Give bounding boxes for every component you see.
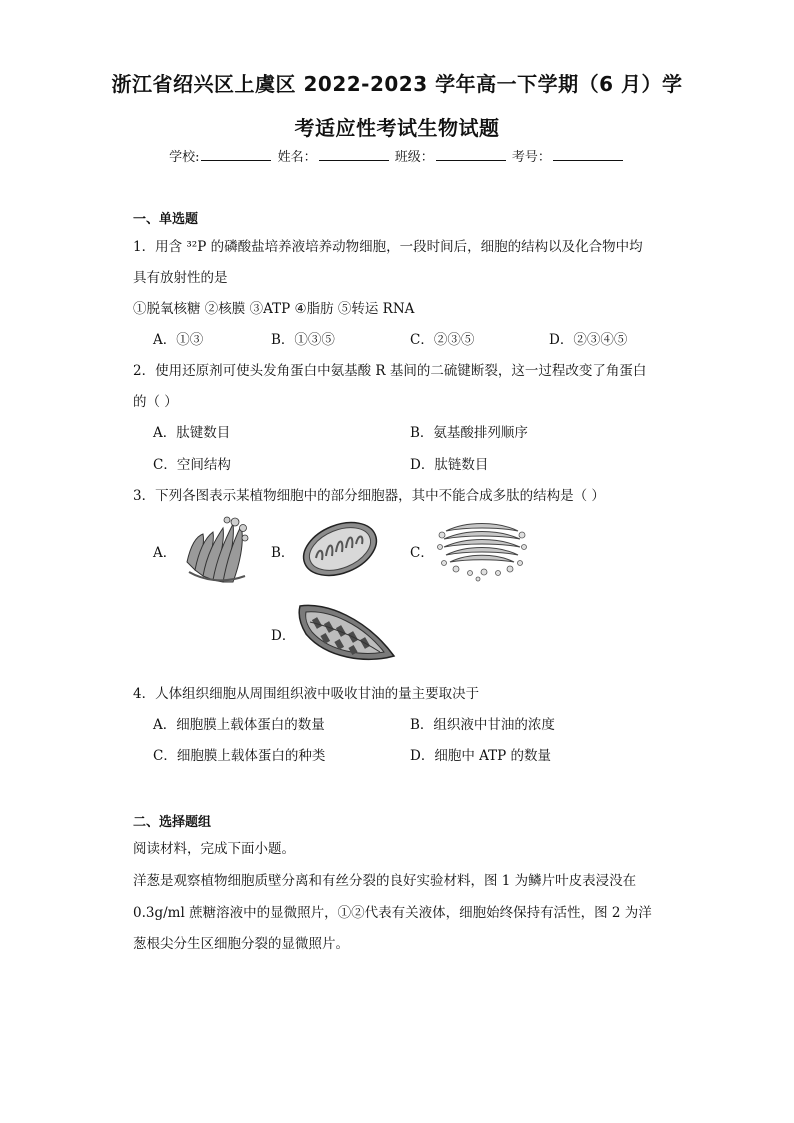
class-label: 班级：: [394, 150, 434, 165]
golgi-apparatus-image: [436, 517, 528, 583]
q1-option-c[interactable]: C．②③⑤: [410, 332, 475, 348]
q2-option-b[interactable]: B．氨基酸排列顺序: [410, 425, 528, 441]
q3-option-d[interactable]: D．: [271, 628, 296, 644]
reading-paragraph-line2: 0.3g/ml 蔗糖溶液中的显微照片，①②代表有关液体，细胞始终保持有活性，图 2 为洋: [133, 905, 652, 921]
q3-option-a[interactable]: A．: [153, 545, 177, 561]
name-label: 姓名：: [277, 150, 317, 165]
q2-option-c[interactable]: C．空间结构: [153, 457, 231, 473]
q3-option-c[interactable]: C．: [410, 545, 434, 561]
q1-option-b[interactable]: B．①③⑤: [271, 332, 335, 348]
q2-option-a[interactable]: A．肽键数目: [153, 425, 231, 441]
reading-intro: 阅读材料，完成下面小题。: [133, 841, 295, 857]
q3-option-b[interactable]: B．: [271, 545, 295, 561]
q3-stem: 3．下列各图表示某植物细胞中的部分细胞器，其中不能合成多肽的结构是（ ）: [133, 488, 605, 504]
q4-option-d[interactable]: D．细胞中 ATP 的数量: [410, 748, 552, 764]
q2-option-d[interactable]: D．肽链数目: [410, 457, 489, 473]
school-label: 学校:: [169, 150, 200, 165]
q4-option-c[interactable]: C．细胞膜上载体蛋白的种类: [153, 748, 326, 764]
reading-paragraph-line1: 洋葱是观察植物细胞质壁分离和有丝分裂的良好实验材料，图 1 为鳞片叶皮表浸没在: [133, 873, 637, 889]
student-info-row: [0, 146, 794, 165]
q2-stem-line1: 2．使用还原剂可使头发角蛋白中氨基酸 R 基间的二硫键断裂，这一过程改变了角蛋白: [133, 363, 647, 379]
exam-title-line1: 浙江省绍兴区上虞区 2022-2023 学年高一下学期（6 月）学: [111, 72, 683, 96]
exam-title-line2: 考适应性考试生物试题: [294, 116, 500, 140]
school-blank[interactable]: [201, 148, 271, 161]
section-heading-question-group: 二、选择题组: [133, 815, 212, 830]
q1-stem-line1: 1．用含 ³²P 的磷酸盐培养液培养动物细胞，一段时间后，细胞的结构以及化合物中均: [133, 239, 643, 255]
q4-option-a[interactable]: A．细胞膜上载体蛋白的数量: [153, 717, 325, 733]
reading-paragraph-line3: 葱根尖分生区细胞分裂的显微照片。: [133, 936, 349, 952]
q1-option-a[interactable]: A．①③: [153, 332, 204, 348]
number-label: 考号：: [511, 150, 551, 165]
number-blank[interactable]: [553, 148, 623, 161]
q2-stem-line2: 的（ ）: [133, 394, 178, 410]
q1-items: ①脱氧核糖 ②核膜 ③ATP ④脂肪 ⑤转运 RNA: [133, 301, 415, 317]
q4-option-b[interactable]: B．组织液中甘油的浓度: [410, 717, 555, 733]
q1-stem-line2: 具有放射性的是: [133, 270, 228, 286]
section-heading-single-choice: 一、单选题: [133, 212, 199, 227]
q1-option-d[interactable]: D．②③④⑤: [549, 332, 628, 348]
chloroplast-image: [296, 598, 398, 666]
class-blank[interactable]: [436, 148, 506, 161]
q4-stem: 4．人体组织细胞从周围组织液中吸收甘油的量主要取决于: [133, 686, 480, 702]
name-blank[interactable]: [319, 148, 389, 161]
mitochondrion-image: [298, 518, 382, 580]
golgi-like-organelle-image: [183, 514, 251, 584]
